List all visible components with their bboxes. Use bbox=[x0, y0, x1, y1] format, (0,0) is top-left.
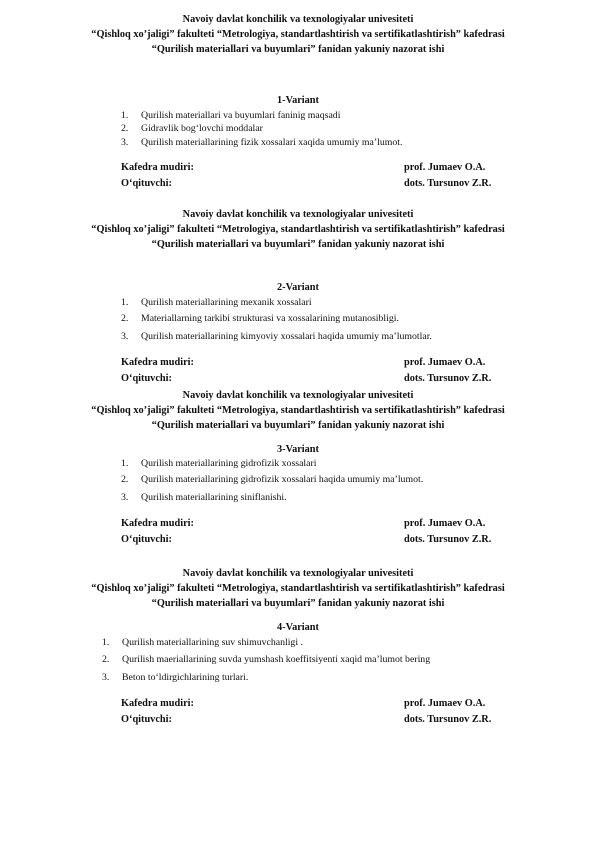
exam-title: “Qurilish materiallari va buyumlari” fanidan yakuniy nazorat ishi bbox=[151, 420, 445, 431]
faculty-title: “Qishloq xo’jaligi” fakulteti “Metrologiya, standartlashtirish va sertifikatlashtirish” kafedrasi bbox=[91, 29, 505, 40]
teacher-label: O‘qituvchi: bbox=[121, 178, 172, 190]
question-list bbox=[121, 457, 596, 506]
signature-row-head bbox=[0, 355, 596, 371]
list-item: 3. Qurilish materiallarining fizik xossalari xaqida umumiy ma’lumot. bbox=[121, 136, 403, 148]
list-item: 2. Gidravlik bog‘lovchi moddalar bbox=[121, 123, 263, 135]
question-list bbox=[102, 635, 596, 686]
university-title: Navoiy davlat konchilik va texnologiyalar univesiteti bbox=[182, 390, 414, 401]
variant-block-3 bbox=[0, 388, 596, 548]
variant-title: 1-Variant bbox=[277, 95, 319, 106]
variant-block-2 bbox=[0, 207, 596, 387]
list-item: 3. Beton to‘ldirgichlarining turlari. bbox=[102, 672, 249, 683]
variant-title: 3-Variant bbox=[277, 444, 319, 455]
signature-row-head bbox=[0, 516, 596, 532]
head-name: prof. Jumaev O.A. bbox=[404, 698, 486, 709]
head-name: prof. Jumaev O.A. bbox=[404, 518, 486, 530]
teacher-label: O‘qituvchi: bbox=[121, 534, 172, 546]
head-label: Kafedra mudiri: bbox=[121, 518, 194, 530]
question-list bbox=[121, 109, 596, 149]
head-name: prof. Jumaev O.A. bbox=[404, 357, 486, 369]
signature-row-teacher bbox=[0, 176, 596, 192]
list-item: 2. Qurilish maeriallarining suvda yumshash koeffitsiyenti xaqid ma’lumot bering bbox=[102, 654, 431, 665]
head-label: Kafedra mudiri: bbox=[121, 698, 194, 709]
teacher-label: O‘qituvchi: bbox=[121, 714, 172, 725]
faculty-title: “Qishloq xo’jaligi” fakulteti “Metrologiya, standartlashtirish va sertifikatlashtirish” kafedrasi bbox=[91, 583, 505, 594]
head-name: prof. Jumaev O.A. bbox=[404, 162, 486, 174]
question-list bbox=[121, 296, 596, 345]
list-item: 1. Qurilish materiallari va buyumlari faninig maqsadi bbox=[121, 110, 341, 121]
university-title: Navoiy davlat konchilik va texnologiyalar univesiteti bbox=[182, 14, 414, 25]
university-title: Navoiy davlat konchilik va texnologiyalar univesiteti bbox=[182, 209, 414, 220]
variant-title: 2-Variant bbox=[277, 282, 319, 293]
faculty-title: “Qishloq xo’jaligi” fakulteti “Metrologiya, standartlashtirish va sertifikatlashtirish” kafedrasi bbox=[91, 405, 505, 416]
teacher-name: dots. Tursunov Z.R. bbox=[404, 534, 492, 546]
university-title: Navoiy davlat konchilik va texnologiyalar univesiteti bbox=[182, 568, 414, 579]
list-item: 3. Qurilish materiallarining kimyoviy xossalari haqida umumiy ma’lumotlar. bbox=[121, 331, 432, 343]
list-item: 1. Qurilish materiallarining mexanik xossalari bbox=[121, 297, 312, 308]
head-label: Kafedra mudiri: bbox=[121, 357, 194, 369]
variant-block-4 bbox=[0, 566, 596, 728]
exam-title: “Qurilish materiallari va buyumlari” fanidan yakuniy nazorat ishi bbox=[151, 44, 445, 55]
list-item: 2. Qurilish materiallarining gidrofizik xossalari haqida umumiy ma’lumot. bbox=[121, 474, 424, 486]
faculty-title: “Qishloq xo’jaligi” fakulteti “Metrologiya, standartlashtirish va sertifikatlashtirish” kafedrasi bbox=[91, 224, 505, 235]
teacher-name: dots. Tursunov Z.R. bbox=[404, 178, 492, 190]
signature-row-head bbox=[0, 696, 596, 712]
signature-row-teacher bbox=[0, 371, 596, 387]
signature-row-head bbox=[0, 160, 596, 176]
exam-title: “Qurilish materiallari va buyumlari” fanidan yakuniy nazorat ishi bbox=[151, 239, 445, 250]
variant-title: 4-Variant bbox=[277, 622, 319, 633]
list-item: 3. Qurilish materiallarining siniflanishi. bbox=[121, 492, 287, 504]
head-label: Kafedra mudiri: bbox=[121, 162, 194, 174]
teacher-label: O‘qituvchi: bbox=[121, 373, 172, 385]
signature-row-teacher bbox=[0, 712, 596, 728]
list-item: 1. Qurilish materiallarining suv shimuvchanligi . bbox=[102, 637, 303, 648]
exam-title: “Qurilish materiallari va buyumlari” fanidan yakuniy nazorat ishi bbox=[151, 598, 445, 609]
list-item: 2. Materiallarning tarkibi strukturasi va xossalarining mutanosibligi. bbox=[121, 313, 399, 325]
list-item: 1. Qurilish materiallarining gidrofizik xossalari bbox=[121, 458, 317, 469]
variant-block-1 bbox=[0, 12, 596, 192]
signature-row-teacher bbox=[0, 532, 596, 548]
teacher-name: dots. Tursunov Z.R. bbox=[404, 714, 492, 725]
teacher-name: dots. Tursunov Z.R. bbox=[404, 373, 492, 385]
